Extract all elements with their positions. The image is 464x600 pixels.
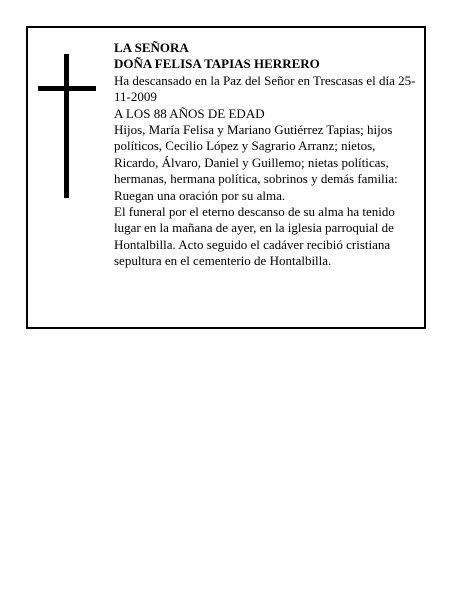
cross-vertical-bar (64, 54, 69, 198)
prayer-request: Ruegan una oración por su alma. (114, 187, 286, 203)
deceased-name: DOÑA FELISA TAPIAS HERRERO (114, 56, 320, 72)
rest-statement: Ha descansado en la Paz del Señor en Trescasas el día 25-11-2009 (114, 72, 416, 105)
funeral-details: El funeral por el eterno descanso de su alma ha tenido lugar en la mañana de ayer, en la iglesia parroquial de Hontalbilla. Acto seguido el cadáver recibió cristiana sepultura en el cementerio de Hontalbilla. (114, 204, 395, 269)
age-statement: A LOS 88 AÑOS DE EDAD (114, 105, 265, 121)
obituary-notice (26, 26, 426, 329)
cross-horizontal-bar (38, 86, 96, 91)
cross-icon (38, 54, 96, 198)
title-honorific: LA SEÑORA (114, 40, 189, 55)
obituary-text (114, 40, 420, 270)
family-list: Hijos, María Felisa y Mariano Gutiérrez Tapias; hijos políticos, Cecilio López y Sagrario Arranz; nietos, Ricardo, Álvaro, Daniel y Guillemo; nietas políticas, hermanas, hermana política, sobrinos y demás familia: (114, 122, 398, 187)
